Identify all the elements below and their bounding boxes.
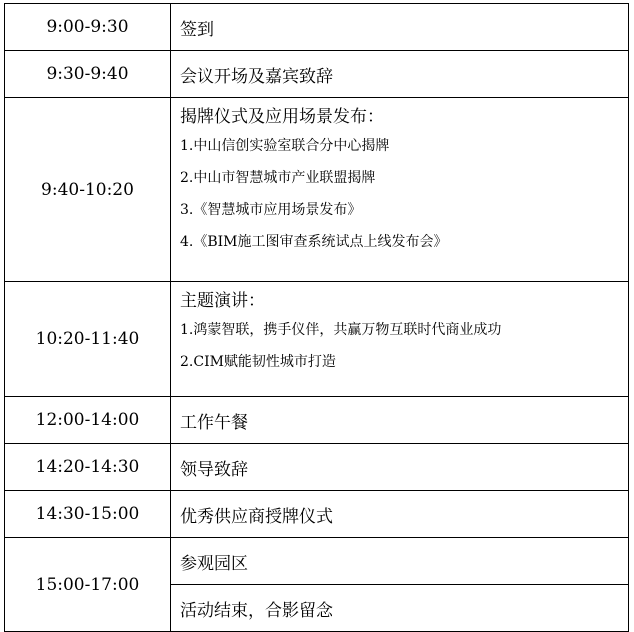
- list-item: 1.鸿蒙智联，携手仪伴，共赢万物互联时代商业成功: [180, 322, 502, 338]
- item-cell: 工作午餐: [171, 397, 629, 444]
- table-row: [5, 4, 629, 51]
- table-row: [5, 538, 629, 585]
- time-cell: 9:00-9:30: [5, 4, 171, 51]
- time-cell: 10:20-11:40: [5, 282, 171, 397]
- list-item: 1.中山信创实验室联合分中心揭牌: [180, 138, 390, 154]
- item-cell: 参观园区: [171, 538, 629, 585]
- item-cell: 会议开场及嘉宾致辞: [171, 51, 629, 98]
- list-item: 2.CIM赋能韧性城市打造: [180, 354, 336, 370]
- time-cell: 15:00-17:00: [5, 538, 171, 632]
- table-row: [5, 98, 629, 282]
- time-cell: 14:30-15:00: [5, 491, 171, 538]
- table-row: [5, 397, 629, 444]
- time-cell: 12:00-14:00: [5, 397, 171, 444]
- item-cell: 优秀供应商授牌仪式: [171, 491, 629, 538]
- item-cell: [171, 98, 629, 282]
- table-row: [5, 51, 629, 98]
- section-heading: 主题演讲：: [180, 291, 265, 311]
- item-cell: [171, 282, 629, 397]
- agenda-table: [4, 3, 629, 632]
- time-cell: 14:20-14:30: [5, 444, 171, 491]
- item-cell: 领导致辞: [171, 444, 629, 491]
- item-cell: 签到: [171, 4, 629, 51]
- item-cell: 活动结束，合影留念: [171, 585, 629, 632]
- time-cell: 9:40-10:20: [5, 98, 171, 282]
- list-item: 2.中山市智慧城市产业联盟揭牌: [180, 170, 376, 186]
- list-item: 3.《智慧城市应用场景发布》: [180, 202, 362, 218]
- table-row: [5, 444, 629, 491]
- section-heading: 揭牌仪式及应用场景发布：: [180, 107, 384, 127]
- table-row: [5, 491, 629, 538]
- list-item: 4.《BIM施工图审查系统试点上线发布会》: [180, 234, 448, 250]
- time-cell: 9:30-9:40: [5, 51, 171, 98]
- table-row: [5, 282, 629, 397]
